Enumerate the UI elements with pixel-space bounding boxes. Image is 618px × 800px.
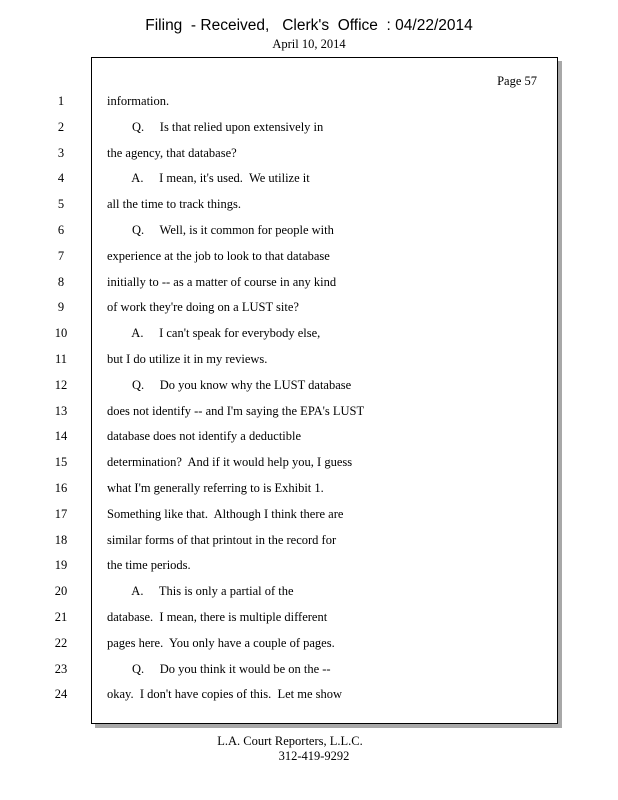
line-number: 2 (57, 119, 65, 134)
transcript-line (0, 659, 618, 679)
transcript-line (0, 194, 618, 214)
line-number: 11 (54, 352, 68, 366)
line-number: 3 (57, 145, 65, 160)
line-text: experience at the job to look to that database (107, 248, 330, 263)
transcript-line (0, 297, 618, 317)
transcript-line (0, 426, 618, 446)
line-text: Q. Well, is it common for people with (107, 223, 334, 237)
transcript-line (0, 375, 618, 395)
line-text: A. This is only a partial of the (107, 584, 294, 599)
line-text: but I do utilize it in my reviews. (107, 352, 268, 366)
transcript-line (0, 452, 618, 472)
line-number: 20 (54, 584, 68, 599)
line-number: 5 (57, 197, 65, 212)
transcript-line (0, 143, 618, 163)
line-text: information. (107, 94, 170, 108)
transcript-line (0, 168, 618, 188)
transcript-line (0, 323, 618, 343)
transcript-line (0, 117, 618, 137)
page-number: Page 57 (497, 74, 537, 88)
transcript-line (0, 246, 618, 266)
line-text: determination? And if it would help you, I guess (107, 455, 353, 470)
line-number: 23 (54, 661, 68, 676)
transcript-line (0, 555, 618, 575)
line-number: 7 (57, 248, 65, 263)
transcript-line (0, 504, 618, 524)
line-number: 22 (54, 635, 68, 650)
line-text: initially to -- as a matter of course in any kind (107, 274, 337, 289)
deposition-date: April 10, 2014 (272, 37, 346, 51)
line-text: similar forms of that printout in the record for (107, 532, 337, 547)
line-number: 12 (54, 377, 68, 392)
line-number: 4 (57, 171, 65, 186)
line-number: 15 (54, 455, 68, 470)
line-number: 13 (54, 403, 68, 418)
transcript-line (0, 220, 618, 240)
line-text: database. I mean, there is multiple different (107, 610, 328, 624)
transcript-line (0, 530, 618, 550)
line-number: 18 (54, 532, 68, 547)
line-number: 9 (57, 300, 65, 315)
line-text: A. I mean, it's used. We utilize it (107, 171, 310, 186)
transcript-line (0, 349, 618, 369)
line-number: 24 (54, 687, 68, 702)
transcript-line (0, 684, 618, 704)
line-number: 14 (54, 429, 68, 444)
line-number: 17 (54, 506, 68, 521)
line-text: does not identify -- and I'm saying the EPA's LUST (107, 403, 365, 418)
transcript-line (0, 91, 618, 111)
filing-stamp: Filing - Received, Clerk's Office : 04/22/2014 (145, 17, 473, 34)
transcript-line (0, 401, 618, 421)
court-reporter-phone: 312-419-9292 (278, 749, 350, 763)
line-number: 1 (57, 94, 65, 108)
transcript-line (0, 272, 618, 292)
line-text: Q. Do you know why the LUST database (107, 377, 352, 392)
line-number: 16 (54, 481, 68, 495)
transcript-line (0, 581, 618, 601)
line-number: 21 (54, 610, 68, 624)
line-number: 10 (54, 326, 68, 341)
line-text: of work they're doing on a LUST site? (107, 300, 299, 315)
line-text: what I'm generally referring to is Exhibit 1. (107, 481, 324, 495)
line-text: A. I can't speak for everybody else, (107, 326, 321, 341)
line-number: 8 (57, 274, 65, 289)
line-text: okay. I don't have copies of this. Let me show (107, 687, 343, 702)
transcript-line (0, 478, 618, 498)
line-text: Q. Is that relied upon extensively in (107, 119, 324, 134)
line-text: the agency, that database? (107, 145, 237, 160)
line-text: Something like that. Although I think there are (107, 506, 344, 521)
transcript-line (0, 633, 618, 653)
line-text: all the time to track things. (107, 197, 241, 212)
line-text: pages here. You only have a couple of pages. (107, 635, 335, 650)
court-reporter-name: L.A. Court Reporters, L.L.C. (217, 734, 363, 748)
line-number: 19 (54, 558, 68, 573)
line-text: the time periods. (107, 558, 191, 573)
line-number: 6 (57, 223, 65, 237)
line-text: database does not identify a deductible (107, 429, 302, 444)
transcript-line (0, 607, 618, 627)
line-text: Q. Do you think it would be on the -- (107, 661, 331, 676)
